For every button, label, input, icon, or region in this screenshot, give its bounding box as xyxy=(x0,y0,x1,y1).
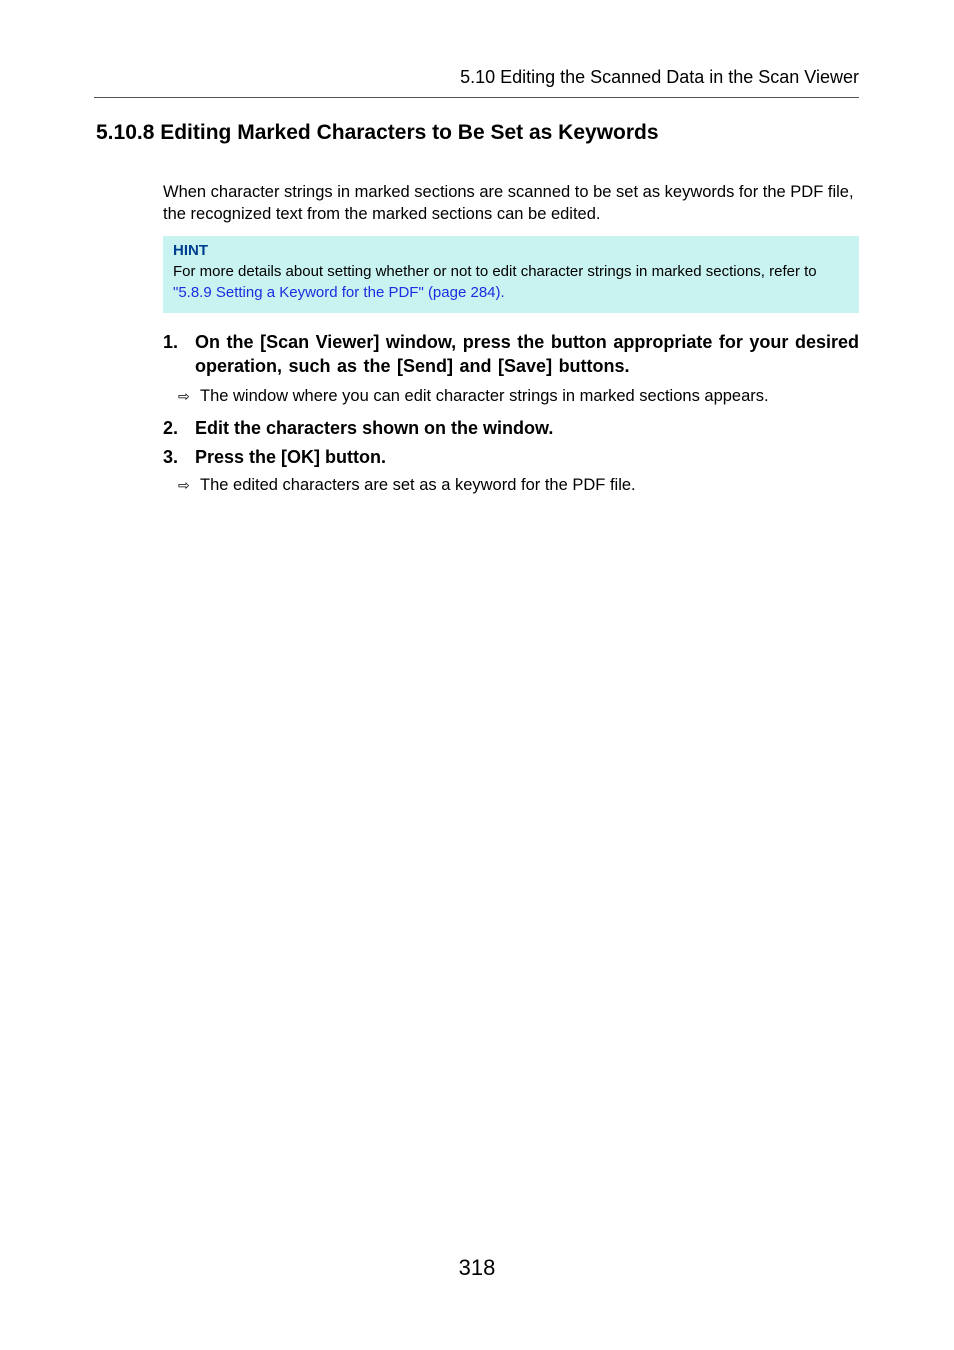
step-number: 2. xyxy=(163,418,179,438)
result-text: The edited characters are set as a keyword for the PDF file. xyxy=(200,476,636,494)
step-2 xyxy=(163,416,859,440)
step-number: 1. xyxy=(163,332,179,352)
hint-link[interactable]: "5.8.9 Setting a Keyword for the PDF" (page 284). xyxy=(173,284,505,301)
procedure-steps xyxy=(163,330,859,497)
intro-paragraph: When character strings in marked sections are scanned to be set as keywords for the PDF file, the recognized text from the marked sections can be edited. xyxy=(163,183,854,223)
running-header: 5.10 Editing the Scanned Data in the Scan Viewer xyxy=(460,67,859,87)
hint-body: For more details about setting whether or not to edit character strings in marked sections, refer to xyxy=(173,263,817,280)
step-3-result xyxy=(178,474,859,497)
result-arrow-icon: ⇨ xyxy=(178,478,190,494)
hint-box xyxy=(163,236,859,313)
result-arrow-icon: ⇨ xyxy=(178,389,190,405)
step-1 xyxy=(163,330,859,378)
section-title: 5.10.8 Editing Marked Characters to Be Set as Keywords xyxy=(96,121,659,144)
step-number: 3. xyxy=(163,447,179,467)
result-text: The window where you can edit character strings in marked sections appears. xyxy=(200,387,769,405)
hint-label: HINT xyxy=(173,242,208,259)
step-text: Edit the characters shown on the window. xyxy=(195,418,554,438)
header-divider xyxy=(94,97,859,98)
step-3 xyxy=(163,445,859,469)
step-1-result xyxy=(178,385,859,408)
step-text: Press the [OK] button. xyxy=(195,447,387,467)
hint-text xyxy=(173,261,849,303)
page-number: 318 xyxy=(458,1255,496,1280)
step-text: On the [Scan Viewer] window, press the button appropriate for your desired operation, such as the [Send] and [Save] buttons. xyxy=(195,332,859,376)
